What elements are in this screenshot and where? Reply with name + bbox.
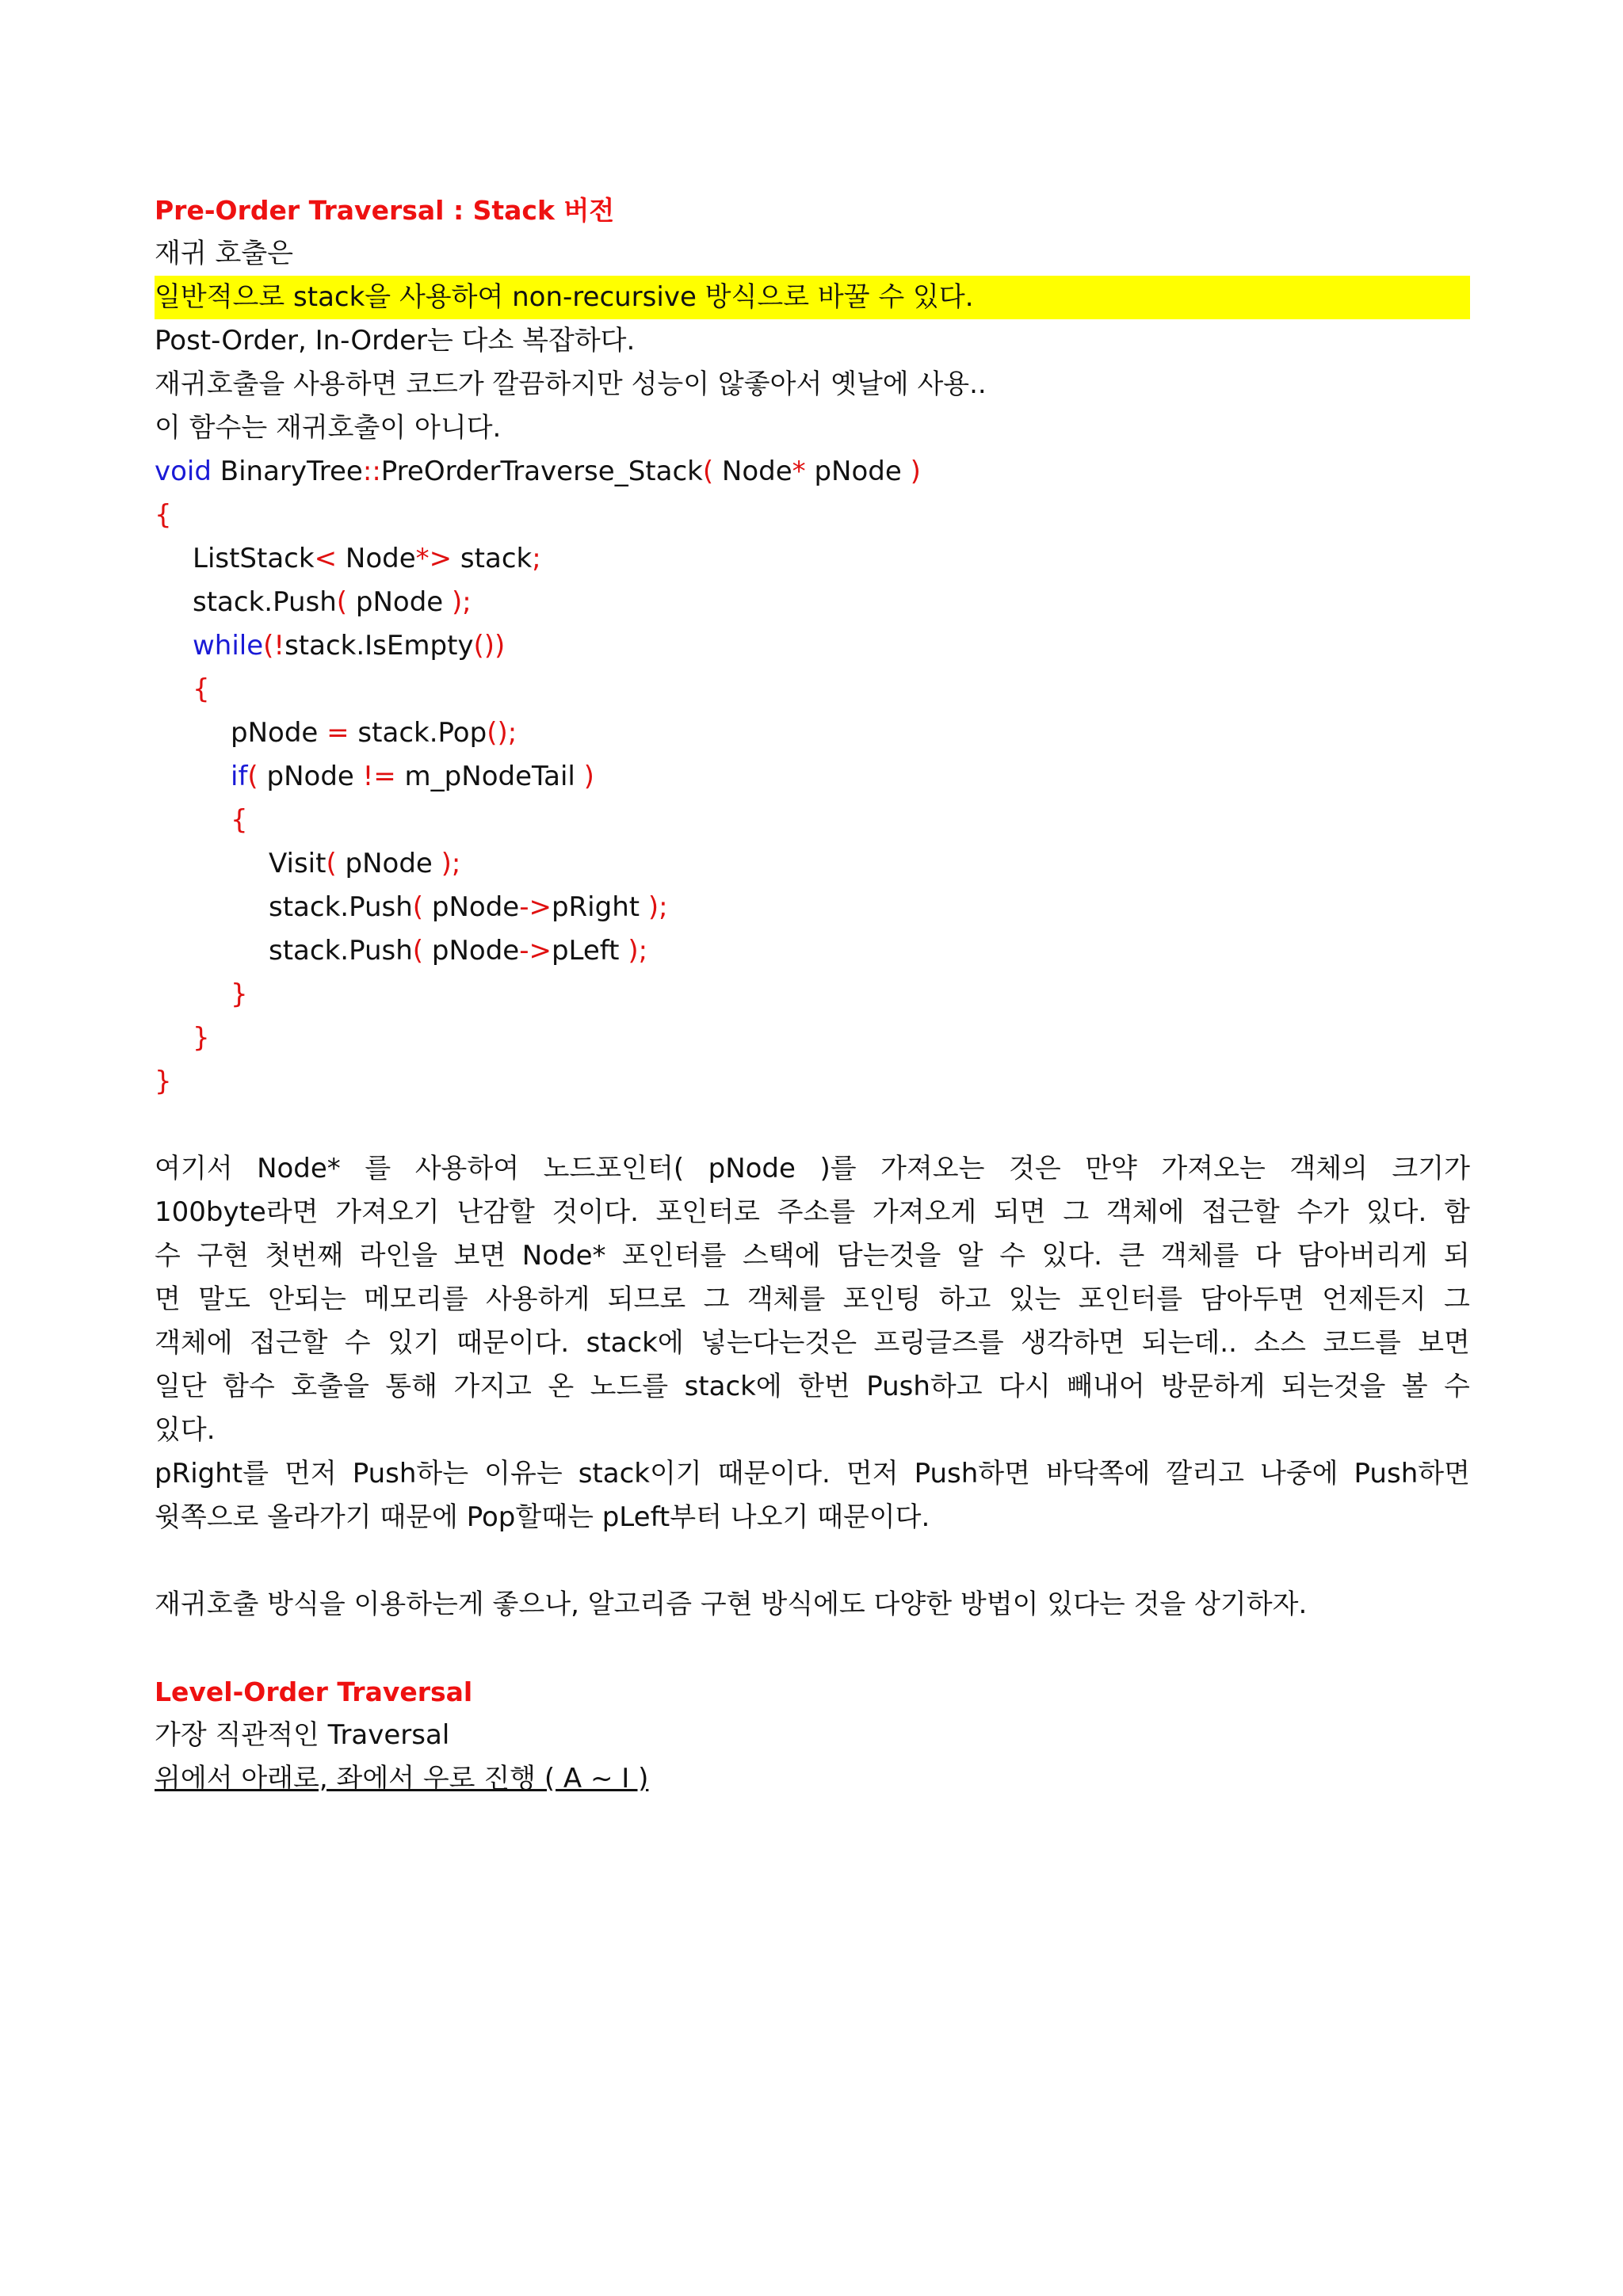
word: 가져오기 (335, 1196, 440, 1228)
word: 깔리고 (1166, 1458, 1244, 1489)
word: 가져오는 (880, 1153, 985, 1184)
word: 함수 (223, 1371, 275, 1402)
document-page (155, 189, 1470, 1801)
code-line: while(!stack.IsEmpty()) (193, 630, 506, 662)
word: Push하면 (1354, 1458, 1470, 1489)
code-line: if( pNode != m_pNodeTail ) (231, 761, 594, 792)
word: 빼내어 (1067, 1371, 1145, 1402)
paragraph-line (155, 1191, 1470, 1234)
word: 말도 (198, 1283, 250, 1315)
word: 호출을 (291, 1371, 369, 1402)
word: 먼저 (284, 1458, 337, 1489)
word: 객체를 (747, 1283, 826, 1315)
word: Push하는 (352, 1458, 469, 1489)
word: 것이다. (552, 1196, 639, 1228)
word: 면 (155, 1283, 181, 1315)
word: 다시 (999, 1371, 1051, 1402)
code-line-signature: void BinaryTree::PreOrderTraverse_Stack( Node* pNode ) (155, 456, 921, 487)
word: 100byte라면 (155, 1196, 319, 1228)
word: 볼 (1401, 1371, 1428, 1402)
note-text-3: 이 함수는 재귀호출이 아니다. (155, 412, 502, 444)
word: 구현 (197, 1240, 250, 1272)
code-line: { (193, 673, 210, 705)
word: 것은 (1008, 1153, 1061, 1184)
intro-text: 재귀 호출은 (155, 238, 294, 269)
word: 담아두면 (1200, 1283, 1304, 1315)
code-line: stack.Push( pNode->pLeft ); (269, 935, 648, 967)
word: 주소를 (777, 1196, 856, 1228)
level-order-description: 가장 직관적인 Traversal (155, 1719, 450, 1751)
word: 그 (1063, 1196, 1090, 1228)
word: 접근할 (1201, 1196, 1280, 1228)
word: 포인터를 (622, 1240, 727, 1272)
word: 통해 (385, 1371, 437, 1402)
paragraph-line (155, 1234, 1470, 1278)
paragraph-line: 있다. (155, 1414, 216, 1446)
word: 되므로 (607, 1283, 686, 1315)
word: stack이기 (578, 1458, 702, 1489)
word: 포인터를 (1078, 1283, 1183, 1315)
paragraph-line (155, 1452, 1470, 1496)
code-block (155, 450, 1470, 1104)
word: 수가 (1296, 1196, 1350, 1228)
paragraph-line (155, 1278, 1470, 1322)
word: 때문이다. (456, 1327, 570, 1359)
word: stack에 (586, 1327, 684, 1359)
word: 다 (1254, 1240, 1281, 1272)
code-line: } (193, 1022, 210, 1054)
word: 되 (1443, 1240, 1470, 1272)
word: 있기 (387, 1327, 440, 1359)
note-text-2: 재귀호출을 사용하면 코드가 깔끔하지만 성능이 않좋아서 옛날에 사용.. (155, 368, 987, 400)
word: 노드포인터( (543, 1153, 685, 1184)
word: pRight를 (155, 1458, 269, 1489)
paragraph-line (155, 1147, 1470, 1191)
word: 가지고 (453, 1371, 532, 1402)
paragraph-line (155, 1365, 1470, 1409)
word: 첫번째 (265, 1240, 344, 1272)
word: 만약 (1085, 1153, 1137, 1184)
code-line: stack.Push( pNode->pRight ); (269, 891, 668, 923)
highlighted-text: 일반적으로 stack을 사용하여 non-recursive 방식으로 바꿀 수 있다. (155, 276, 1470, 319)
code-line-brace-open: { (155, 499, 172, 531)
word: 수 (1444, 1371, 1470, 1402)
code-line: } (231, 978, 248, 1010)
code-line: ListStack< Node*> stack; (193, 543, 541, 574)
word: Push하고 (866, 1371, 983, 1402)
conclusion-text: 재귀호출 방식을 이용하는게 좋으나, 알고리즘 구현 방식에도 다양한 방법이 있다는 것을 상기하자. (155, 1589, 1308, 1620)
word: Node* (257, 1153, 341, 1184)
code-line: { (231, 804, 248, 836)
section-heading-preorder-stack: Pre-Order Traversal : Stack 버전 (155, 195, 615, 226)
word: 객체에 (1106, 1196, 1185, 1228)
word: Push하면 (914, 1458, 1030, 1489)
word: 생각하면 (1021, 1327, 1125, 1359)
word: 하고 (938, 1283, 991, 1315)
word: 수 (999, 1240, 1025, 1272)
word: 때문이다. (717, 1458, 831, 1489)
word: 그 (703, 1283, 730, 1315)
word: 있다. (1365, 1196, 1427, 1228)
word: 수 (344, 1327, 371, 1359)
level-order-direction-row (155, 1757, 1470, 1801)
word: 온 (548, 1371, 575, 1402)
explanation-paragraph-2 (155, 1452, 1470, 1539)
paragraph-line (155, 1322, 1470, 1365)
word: 있다. (1041, 1240, 1102, 1272)
code-line: Visit( pNode ); (269, 848, 461, 879)
word: 코드를 (1323, 1327, 1401, 1359)
word: 이유는 (484, 1458, 563, 1489)
note-text-1: Post-Order, In-Order는 다소 복잡하다. (155, 325, 636, 357)
section-heading-level-order: Level-Order Traversal (155, 1676, 473, 1707)
word: 안되는 (268, 1283, 346, 1315)
word: 먼저 (846, 1458, 899, 1489)
word: 라인을 (359, 1240, 438, 1272)
word: 알 (957, 1240, 983, 1272)
code-line: pNode = stack.Pop(); (231, 717, 517, 749)
word: 가져오게 (872, 1196, 977, 1228)
paragraph-line: 윗쪽으로 올라가기 때문에 Pop할때는 pLeft부터 나오기 때문이다. (155, 1501, 930, 1533)
code-line-brace-close: } (155, 1066, 172, 1097)
word: 언제든지 (1322, 1283, 1426, 1315)
word: 담는것을 (836, 1240, 941, 1272)
word: 되는데.. (1141, 1327, 1237, 1359)
word: 여기서 (155, 1153, 233, 1184)
word: 그 (1444, 1283, 1470, 1315)
word: 접근할 (249, 1327, 328, 1359)
word: 보면 (453, 1240, 506, 1272)
code-line: stack.Push( pNode ); (193, 586, 472, 618)
word: 메모리를 (364, 1283, 468, 1315)
word: 담아버리게 (1297, 1240, 1428, 1272)
word: 방문하게 (1161, 1371, 1266, 1402)
word: 보면 (1418, 1327, 1470, 1359)
word: 프링글즈를 (873, 1327, 1004, 1359)
word: 큰 (1118, 1240, 1145, 1272)
word: 소스 (1254, 1327, 1306, 1359)
word: 포인팅 (842, 1283, 922, 1315)
word: pNode (708, 1153, 796, 1184)
word: 포인터로 (655, 1196, 760, 1228)
word: 바닥쪽에 (1046, 1458, 1151, 1489)
word: 나중에 (1259, 1458, 1338, 1489)
word: Node* (521, 1240, 606, 1272)
word: 되는것을 (1281, 1371, 1386, 1402)
word: 되면 (993, 1196, 1046, 1228)
word: 일단 (155, 1371, 207, 1402)
word: 객체를 (1160, 1240, 1239, 1272)
word: 스택에 (742, 1240, 821, 1272)
word: 객체의 (1289, 1153, 1368, 1184)
word: 수 (155, 1240, 181, 1272)
word: 난감할 (456, 1196, 535, 1228)
word: 를 (365, 1153, 391, 1184)
level-order-direction: 위에서 아래로, 좌에서 우로 진행 ( A ~ I ) (155, 1763, 649, 1794)
word: 함 (1443, 1196, 1470, 1228)
word: 사용하게 (485, 1283, 590, 1315)
word: 객체에 (155, 1327, 233, 1359)
word: 노드를 (590, 1371, 669, 1402)
explanation-paragraph-1 (155, 1147, 1470, 1452)
word: 한번 (798, 1371, 850, 1402)
word: 사용하여 (414, 1153, 520, 1184)
word: 있는 (1008, 1283, 1061, 1315)
word: 가져오는 (1161, 1153, 1266, 1184)
word: 넣는다는것은 (701, 1327, 857, 1359)
word: )를 (819, 1153, 857, 1184)
word: 크기가 (1392, 1153, 1470, 1184)
word: stack에 (684, 1371, 782, 1402)
